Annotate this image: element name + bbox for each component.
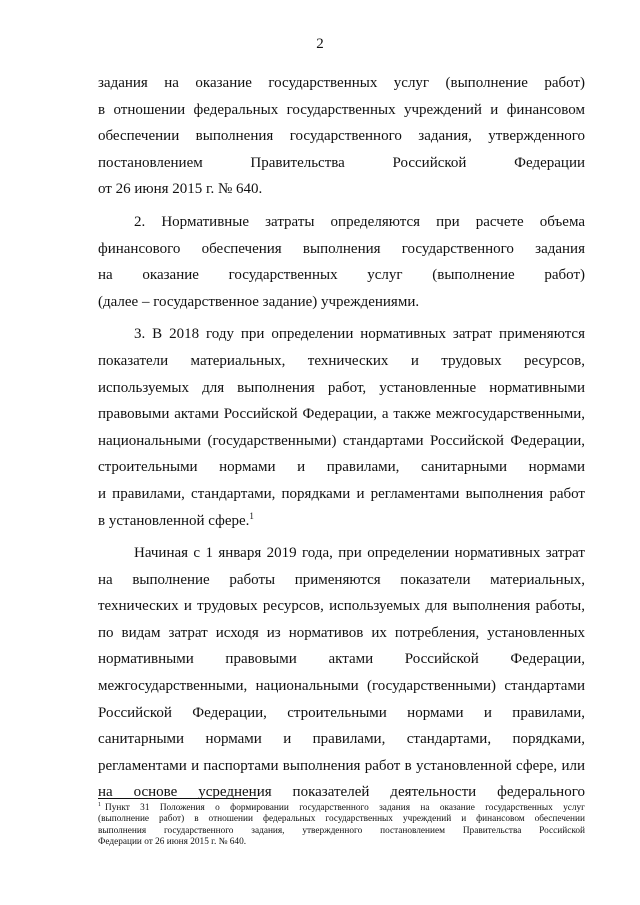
text-line: финансового обеспечения выполнения государственного задания [98,240,585,257]
text-line: от 26 июня 2015 г. № 640. [98,181,263,198]
text-line: на оказание государственных услуг (выполнение работ) [98,267,585,284]
text-line: на выполнение работы применяются показатели материальных, [98,571,585,588]
footnote-line: (выполнение работ) в отношении федеральных государственных учреждений и финансовом обеспечении [98,814,585,825]
text-line: показатели материальных, технических и трудовых ресурсов, [98,352,585,369]
text-line: и правилами, стандартами, порядками и регламентами выполнения работ [98,485,585,502]
text-line: обеспечении выполнения государственного задания, утвержденного [98,128,585,145]
text-line: технических и трудовых ресурсов, используемых для выполнения работы, [98,598,585,615]
text-line: в установленной сфере.$^1$ [98,510,254,529]
paragraph [98,540,585,806]
text-line: Российской Федерации, строительными нормами и правилами, [98,704,585,721]
footnote-line [98,803,585,814]
body-text [98,70,585,806]
text-line: 3. В 2018 году при определении нормативных затрат применяются [134,326,585,343]
text-line: по видам затрат исходя из нормативов их потребления, установленных [98,624,585,641]
text-line: (далее – государственное задание) учреждениями. [98,293,420,310]
text-line: задания на оказание государственных услуг (выполнение работ) [98,75,585,91]
text-line: нормативными правовыми актами Российской Федерации, [98,651,585,668]
text-line: правовыми актами Российской Федерации, а также межгосударственными, [98,406,585,423]
text-line: в отношении федеральных государственных учреждений и финансовом [98,101,585,118]
text-line: национальными (государственными) стандартами Российской Федерации, [98,432,585,449]
text-line: Начиная с 1 января 2019 года, при определении нормативных затрат [134,545,585,562]
page-number: 2 [316,36,324,52]
footnote-divider [98,798,258,799]
footnote-marker: 1 [98,801,101,808]
paragraph [98,70,585,203]
paragraph [98,209,585,315]
text-line: строительными нормами и правилами, санитарными нормами [98,459,585,476]
footnote-line: Федерации от 26 июня 2015 г. № 640. [98,836,247,847]
footnote-reference: 1 [249,510,254,521]
text-line: используемых для выполнения работ, установленные нормативными [98,379,585,396]
text-line: межгосударственными, национальными (государственными) стандартами [98,678,585,695]
text-line: регламентами и паспортами выполнения работ в установленной сфере, или [98,757,585,774]
text-line: постановлением Правительства Российской Федерации [98,154,585,171]
footnote-line: выполнения государственного задания, утвержденного постановлением Правительства Российской [98,825,585,836]
footnote [98,803,585,848]
text-line: санитарными нормами и правилами, стандартами, порядками, [98,731,585,748]
footnote-text: Пункт 31 Положения о формировании государственного задания на оказание государственных услуг [105,803,585,813]
text-line: 2. Нормативные затраты определяются при расчете объема [134,213,585,230]
paragraph [98,321,585,534]
text-line: на основе усреднения показателей деятельности федерального [98,784,585,801]
